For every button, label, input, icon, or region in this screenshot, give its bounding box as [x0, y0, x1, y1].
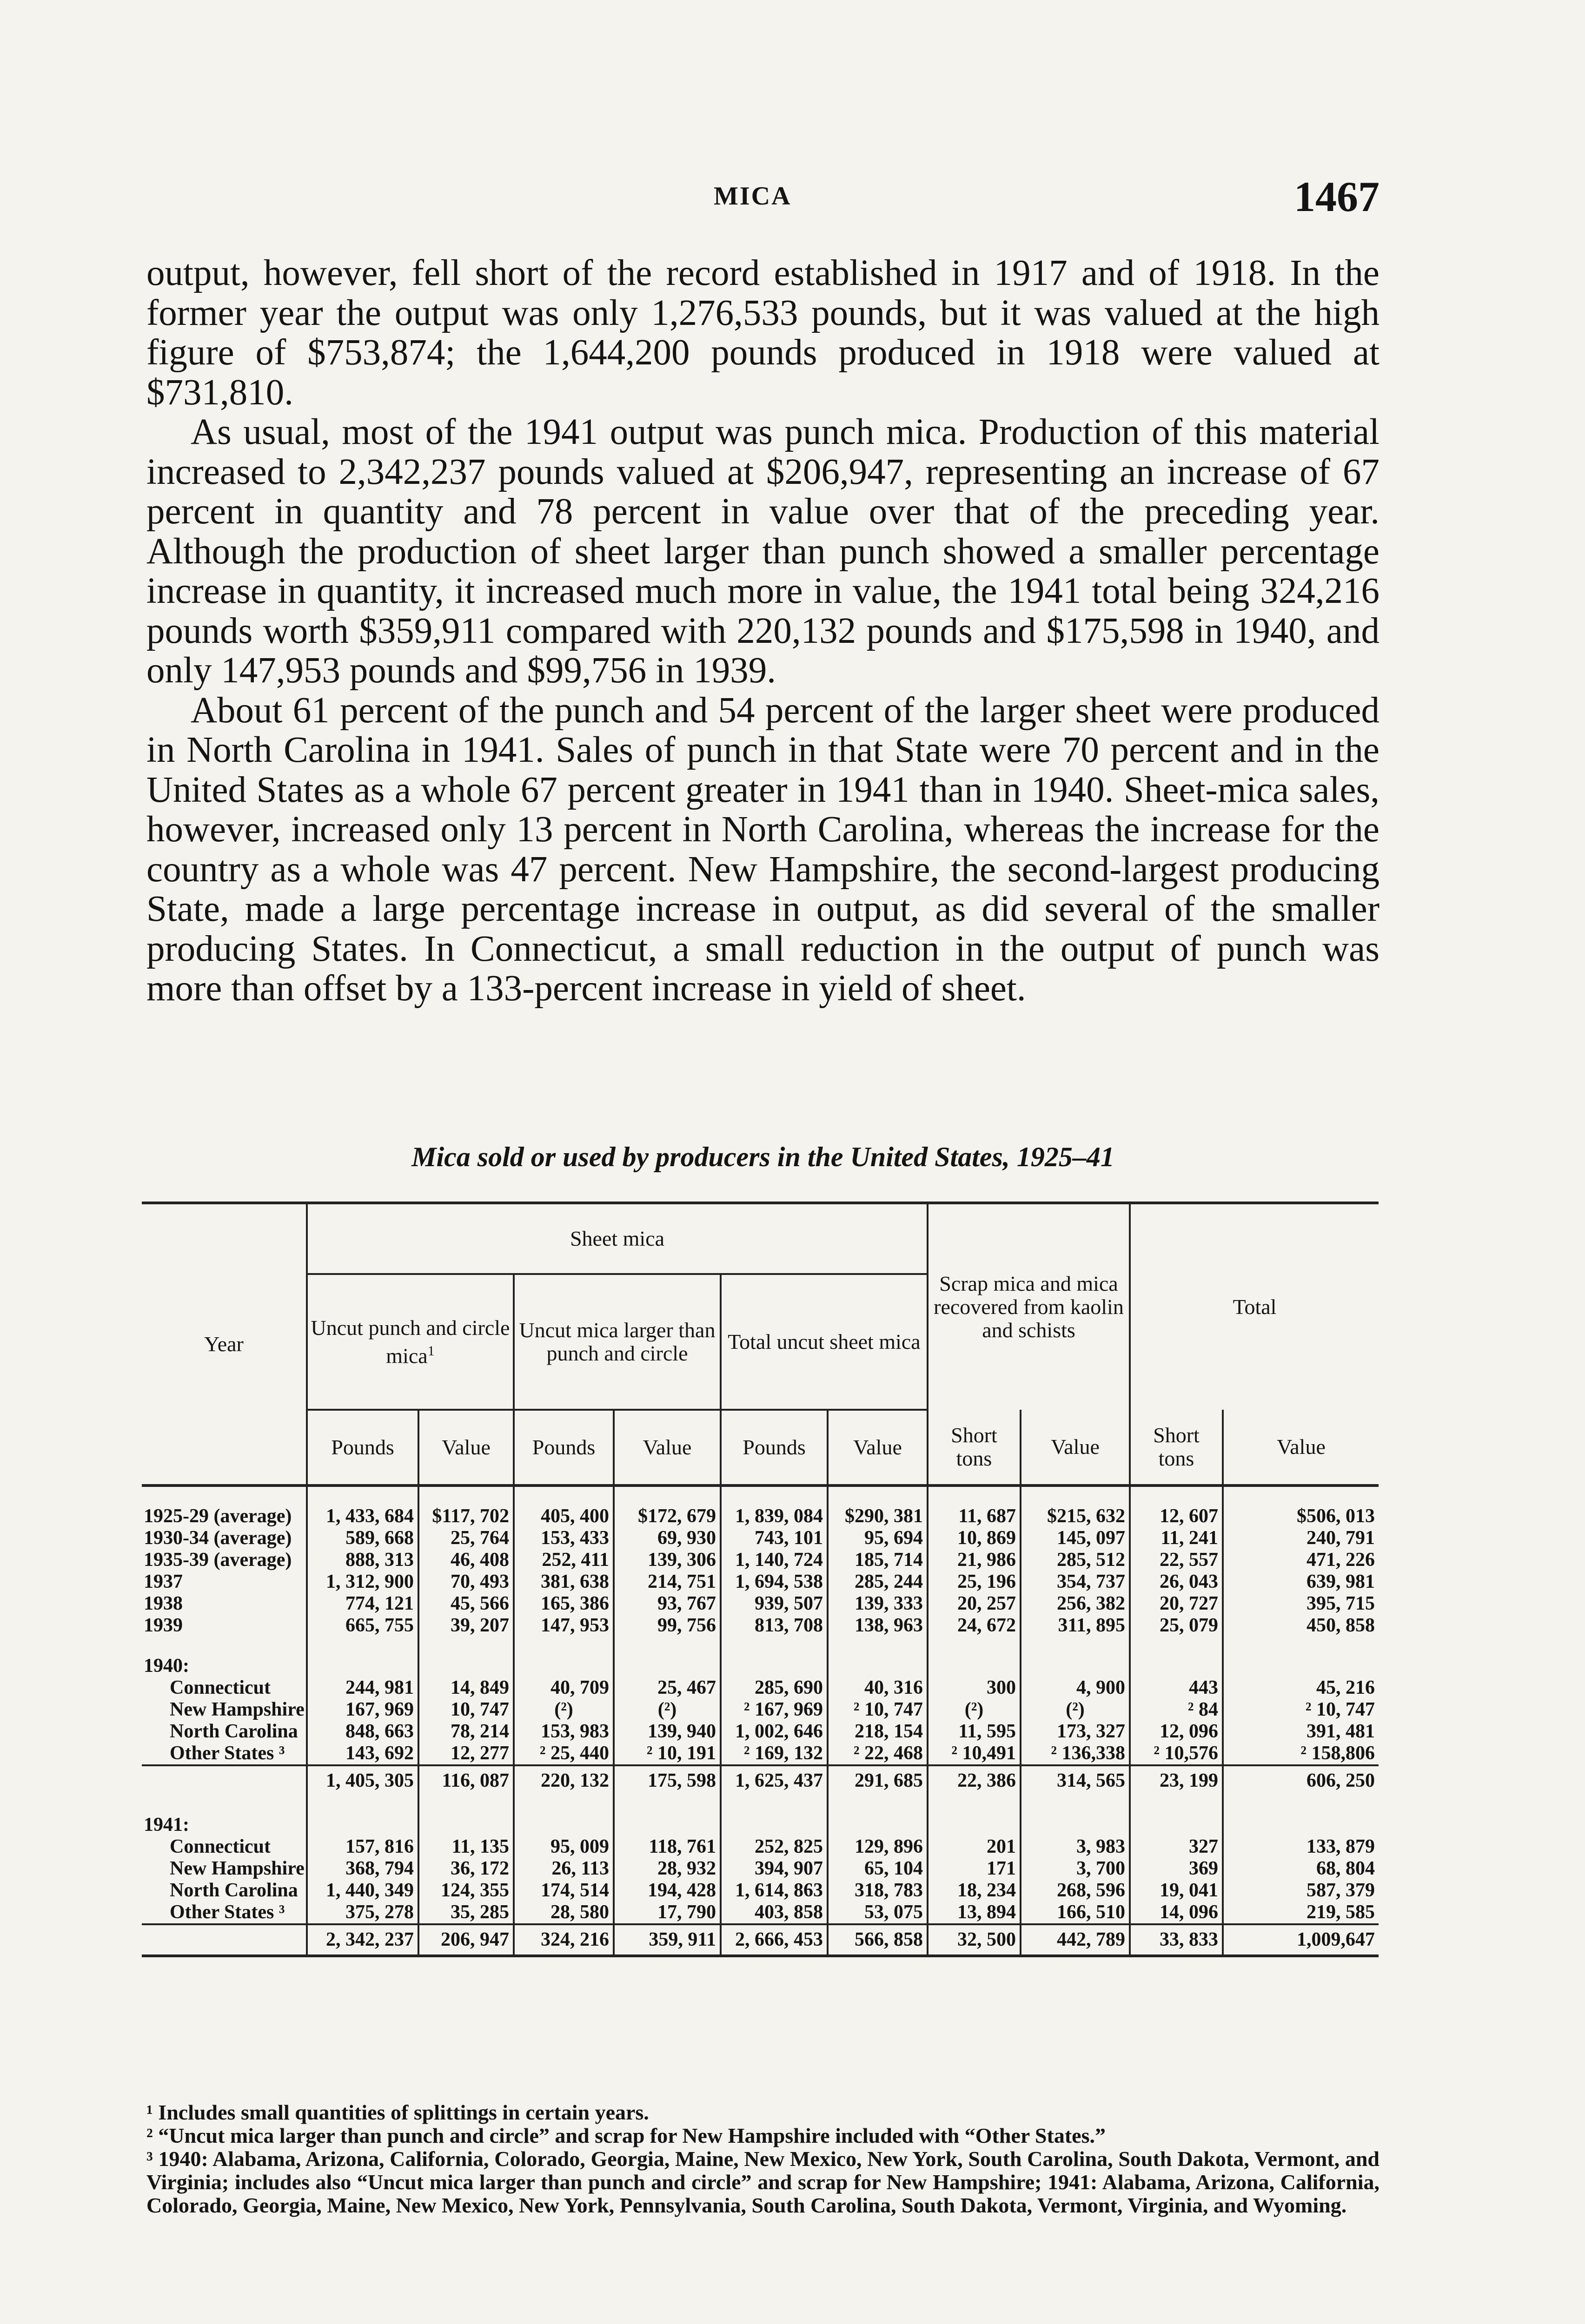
- cell: 12, 607: [1130, 1505, 1223, 1527]
- cell: 220, 132: [514, 1765, 614, 1796]
- cell: 285, 512: [1021, 1549, 1130, 1571]
- cell: 1, 002, 646: [721, 1721, 828, 1743]
- header-row: [142, 1203, 1379, 1274]
- table-caption: Mica sold or used by producers in the United States, 1925–41: [411, 1142, 1114, 1172]
- cell: 175, 598: [614, 1765, 721, 1796]
- cell: 1, 140, 724: [721, 1549, 828, 1571]
- table-row: [142, 1743, 1379, 1765]
- cell: 93, 767: [614, 1593, 721, 1615]
- cell: 14, 096: [1130, 1901, 1223, 1924]
- col-header-total-uncut: Total uncut sheet mica: [721, 1274, 928, 1410]
- table-row: [142, 1901, 1379, 1924]
- cell: 2, 342, 237: [307, 1924, 418, 1956]
- cell: 359, 911: [614, 1924, 721, 1956]
- cell: 450, 858: [1223, 1615, 1379, 1637]
- group-label-1940: 1940:: [144, 1655, 189, 1677]
- col-header-scrap: Scrap mica and mica recovered from kaolin and schists: [928, 1203, 1130, 1410]
- footnotes: [146, 2101, 1379, 2217]
- cell: 139, 333: [828, 1593, 928, 1615]
- table-row: [142, 1549, 1379, 1571]
- cell: 240, 791: [1223, 1527, 1379, 1549]
- cell: 566, 858: [828, 1924, 928, 1956]
- row-label: 1937: [144, 1571, 183, 1592]
- table-row: [142, 1880, 1379, 1901]
- running-title: MICA: [714, 182, 792, 211]
- col-header-short-tons: Short tons: [1130, 1410, 1223, 1486]
- col-header-value: Value: [1223, 1410, 1379, 1486]
- cell: 99, 756: [614, 1615, 721, 1637]
- table-row: [142, 1593, 1379, 1615]
- cell: ² 25, 440: [514, 1743, 614, 1765]
- group-heading-row: [142, 1814, 1379, 1836]
- cell: 165, 386: [514, 1593, 614, 1615]
- table-row: [142, 1677, 1379, 1699]
- cell: 665, 755: [307, 1615, 418, 1637]
- group-label-1941: 1941:: [144, 1814, 189, 1835]
- table-row: [142, 1836, 1379, 1858]
- cell: 173, 327: [1021, 1721, 1130, 1743]
- col-header-uncut-punch: [307, 1274, 514, 1410]
- cell: 36, 172: [418, 1858, 514, 1880]
- cell: 143, 692: [307, 1743, 418, 1765]
- cell: 11, 687: [928, 1505, 1021, 1527]
- cell: 1, 405, 305: [307, 1765, 418, 1796]
- cell: 11, 595: [928, 1721, 1021, 1743]
- cell: 21, 986: [928, 1549, 1021, 1571]
- cell: 78, 214: [418, 1721, 514, 1743]
- cell: 300: [928, 1677, 1021, 1699]
- cell: 395, 715: [1223, 1593, 1379, 1615]
- cell: 218, 154: [828, 1721, 928, 1743]
- paragraph: As usual, most of the 1941 output was punch mica. Production of this material increased to 2,342,237 pounds valued at $206,947, representing an increase of 67 percent in quantity and 78 percent in value over that of the preceding year. Although the production of sheet larger than punch showed a smaller percentage increase in quantity, it increased much more in value, the 1941 total being 324,216 pounds worth $359,911 compared with 220,132 pounds and $175,598 in 1940, and only 147,953 pounds and $99,756 in 1939.: [146, 412, 1379, 691]
- cell: (²): [1021, 1699, 1130, 1721]
- cell: 70, 493: [418, 1571, 514, 1593]
- table-row: [142, 1571, 1379, 1593]
- cell: 95, 009: [514, 1836, 614, 1858]
- cell: 639, 981: [1223, 1571, 1379, 1593]
- footnote: ² “Uncut mica larger than punch and circle” and scrap for New Hampshire included with “Other States.”: [146, 2124, 1106, 2147]
- cell: 12, 096: [1130, 1721, 1223, 1743]
- cell: 743, 101: [721, 1527, 828, 1549]
- group-heading-row: [142, 1655, 1379, 1677]
- cell: 13, 894: [928, 1901, 1021, 1924]
- cell: 589, 668: [307, 1527, 418, 1549]
- table-row: [142, 1858, 1379, 1880]
- cell: 14, 849: [418, 1677, 514, 1699]
- cell: 194, 428: [614, 1880, 721, 1901]
- col-header-uncut-larger: Uncut mica larger than punch and circle: [514, 1274, 721, 1410]
- row-label: Other States ³: [170, 1901, 285, 1923]
- cell: 1, 614, 863: [721, 1880, 828, 1901]
- cell: 24, 672: [928, 1615, 1021, 1637]
- cell: 403, 858: [721, 1901, 828, 1924]
- cell: 405, 400: [514, 1505, 614, 1527]
- cell: ² 22, 468: [828, 1743, 928, 1765]
- cell: 252, 411: [514, 1549, 614, 1571]
- cell: 375, 278: [307, 1901, 418, 1924]
- cell: 25, 079: [1130, 1615, 1223, 1637]
- cell: $117, 702: [418, 1505, 514, 1527]
- cell: 314, 565: [1021, 1765, 1130, 1796]
- cell: 443: [1130, 1677, 1223, 1699]
- cell: 129, 896: [828, 1836, 928, 1858]
- cell: 22, 386: [928, 1765, 1021, 1796]
- cell: 40, 709: [514, 1677, 614, 1699]
- table-row: [142, 1699, 1379, 1721]
- running-header: [146, 172, 1379, 223]
- cell: 166, 510: [1021, 1901, 1130, 1924]
- cell: ² 84: [1130, 1699, 1223, 1721]
- cell: 1, 433, 684: [307, 1505, 418, 1527]
- cell: ² 136,338: [1021, 1743, 1130, 1765]
- col-header-sheet-mica: Sheet mica: [307, 1203, 928, 1274]
- row-label: 1938: [144, 1593, 183, 1614]
- cell: 26, 043: [1130, 1571, 1223, 1593]
- row-label: Connecticut: [170, 1836, 271, 1857]
- cell: 3, 983: [1021, 1836, 1130, 1858]
- cell: $215, 632: [1021, 1505, 1130, 1527]
- cell: 139, 306: [614, 1549, 721, 1571]
- cell: 1, 440, 349: [307, 1880, 418, 1901]
- table-row: [142, 1505, 1379, 1527]
- col-header-value: Value: [1021, 1410, 1130, 1486]
- row-label: New Hampshire: [170, 1699, 305, 1720]
- cell: 39, 207: [418, 1615, 514, 1637]
- cell: 45, 216: [1223, 1677, 1379, 1699]
- cell: 46, 408: [418, 1549, 514, 1571]
- cell: $506, 013: [1223, 1505, 1379, 1527]
- cell: 471, 226: [1223, 1549, 1379, 1571]
- cell: 394, 907: [721, 1858, 828, 1880]
- cell: ² 158,806: [1223, 1743, 1379, 1765]
- mica-table: [142, 1202, 1379, 1957]
- cell: 23, 199: [1130, 1765, 1223, 1796]
- col-header-pounds: Pounds: [307, 1410, 418, 1486]
- cell: 28, 932: [614, 1858, 721, 1880]
- cell: 147, 953: [514, 1615, 614, 1637]
- cell: 28, 580: [514, 1901, 614, 1924]
- row-label: Other States ³: [170, 1743, 285, 1764]
- cell: 45, 566: [418, 1593, 514, 1615]
- cell: 139, 940: [614, 1721, 721, 1743]
- paragraph: output, however, fell short of the record established in 1917 and of 1918. In the former year the output was only 1,276,533 pounds, but it was valued at the high figure of $753,874; the 1,644,200 pounds produced in 1918 were valued at $731,810.: [146, 253, 1379, 413]
- cell: 774, 121: [307, 1593, 418, 1615]
- cell: 2, 666, 453: [721, 1924, 828, 1956]
- row-label: 1939: [144, 1615, 183, 1636]
- cell: 354, 737: [1021, 1571, 1130, 1593]
- cell: ² 10, 747: [828, 1699, 928, 1721]
- cell: 33, 833: [1130, 1924, 1223, 1956]
- cell: 167, 969: [307, 1699, 418, 1721]
- cell: 318, 783: [828, 1880, 928, 1901]
- cell: 606, 250: [1223, 1765, 1379, 1796]
- paragraph: About 61 percent of the punch and 54 percent of the larger sheet were produced in North Carolina in 1941. Sales of punch in that State were 70 percent and in the United States as a whole 67 percent greater in 1941 than in 1940. Sheet-mica sales, however, increased only 13 percent in North Carolina, whereas the increase for the country as a whole was 47 percent. New Hampshire, the second-largest producing State, made a large percentage increase in output, as did several of the smaller producing States. In Connecticut, a small reduction in the output of punch was more than offset by a 133-percent increase in yield of sheet.: [146, 690, 1379, 1009]
- row-label: 1930-34 (average): [144, 1527, 292, 1549]
- cell: 848, 663: [307, 1721, 418, 1743]
- cell: 219, 585: [1223, 1901, 1379, 1924]
- cell: (²): [514, 1699, 614, 1721]
- cell: 18, 234: [928, 1880, 1021, 1901]
- cell: 252, 825: [721, 1836, 828, 1858]
- cell: 442, 789: [1021, 1924, 1130, 1956]
- cell: 256, 382: [1021, 1593, 1130, 1615]
- uncut-punch-label: Uncut punch and circle mica: [311, 1315, 510, 1368]
- cell: 244, 981: [307, 1677, 418, 1699]
- cell: 171: [928, 1858, 1021, 1880]
- cell: 3, 700: [1021, 1858, 1130, 1880]
- col-header-value: Value: [614, 1410, 721, 1486]
- page-number: 1467: [1294, 173, 1379, 220]
- cell: (²): [614, 1699, 721, 1721]
- cell: 124, 355: [418, 1880, 514, 1901]
- cell: 285, 244: [828, 1571, 928, 1593]
- col-header-value: Value: [828, 1410, 928, 1486]
- cell: 391, 481: [1223, 1721, 1379, 1743]
- cell: 888, 313: [307, 1549, 418, 1571]
- cell: ² 10,491: [928, 1743, 1021, 1765]
- cell: 138, 963: [828, 1615, 928, 1637]
- cell: 19, 041: [1130, 1880, 1223, 1901]
- col-header-pounds: Pounds: [514, 1410, 614, 1486]
- row-label: 1925-29 (average): [144, 1505, 292, 1527]
- cell: 268, 596: [1021, 1880, 1130, 1901]
- header-row: [142, 1410, 1379, 1486]
- cell: $172, 679: [614, 1505, 721, 1527]
- cell: ² 10,576: [1130, 1743, 1223, 1765]
- cell: 157, 816: [307, 1836, 418, 1858]
- cell: 1, 839, 084: [721, 1505, 828, 1527]
- cell: 68, 804: [1223, 1858, 1379, 1880]
- cell: 65, 104: [828, 1858, 928, 1880]
- row-label: New Hampshire: [170, 1858, 305, 1879]
- cell: 25, 196: [928, 1571, 1021, 1593]
- body-text: [146, 253, 1379, 1009]
- cell: 368, 794: [307, 1858, 418, 1880]
- footnote: ³ 1940: Alabama, Arizona, California, Colorado, Georgia, Maine, New Mexico, New York, South Carolina, South Dakota, Vermont, and Virginia; includes also “Uncut mica larger than punch and circle” and scrap for New Hampshire; 1941: Alabama, Arizona, California, Colorado, Georgia, Maine, New Mexico, New York, Pennsylvania, South Carolina, South Dakota, Vermont, Virginia, and Wyoming.: [146, 2147, 1379, 2217]
- cell: $290, 381: [828, 1505, 928, 1527]
- cell: 1,009,647: [1223, 1924, 1379, 1956]
- cell: ² 10, 747: [1223, 1699, 1379, 1721]
- cell: ² 10, 191: [614, 1743, 721, 1765]
- cell: 206, 947: [418, 1924, 514, 1956]
- cell: 11, 241: [1130, 1527, 1223, 1549]
- cell: 116, 087: [418, 1765, 514, 1796]
- total-row-1941: [142, 1924, 1379, 1956]
- cell: 587, 379: [1223, 1880, 1379, 1901]
- cell: 69, 930: [614, 1527, 721, 1549]
- cell: ² 167, 969: [721, 1699, 828, 1721]
- footnote: ¹ Includes small quantities of splittings in certain years.: [146, 2100, 649, 2124]
- row-label: North Carolina: [170, 1721, 298, 1742]
- col-header-total: Total: [1130, 1203, 1379, 1410]
- cell: 327: [1130, 1836, 1223, 1858]
- cell: 53, 075: [828, 1901, 928, 1924]
- col-header-short-tons: Short tons: [928, 1410, 1021, 1486]
- cell: 22, 557: [1130, 1549, 1223, 1571]
- cell: 311, 895: [1021, 1615, 1130, 1637]
- cell: 324, 216: [514, 1924, 614, 1956]
- cell: 35, 285: [418, 1901, 514, 1924]
- footnote-ref: 1: [427, 1343, 435, 1359]
- row-label: North Carolina: [170, 1880, 298, 1901]
- cell: 381, 638: [514, 1571, 614, 1593]
- cell: 20, 257: [928, 1593, 1021, 1615]
- cell: 145, 097: [1021, 1527, 1130, 1549]
- cell: 813, 708: [721, 1615, 828, 1637]
- cell: 10, 747: [418, 1699, 514, 1721]
- col-header-pounds: Pounds: [721, 1410, 828, 1486]
- total-row-1940: [142, 1765, 1379, 1796]
- cell: 1, 312, 900: [307, 1571, 418, 1593]
- cell: 201: [928, 1836, 1021, 1858]
- row-label: Connecticut: [170, 1677, 271, 1698]
- cell: 25, 764: [418, 1527, 514, 1549]
- cell: 1, 625, 437: [721, 1765, 828, 1796]
- cell: 17, 790: [614, 1901, 721, 1924]
- cell: 939, 507: [721, 1593, 828, 1615]
- cell: 12, 277: [418, 1743, 514, 1765]
- cell: 1, 694, 538: [721, 1571, 828, 1593]
- cell: (²): [928, 1699, 1021, 1721]
- cell: 285, 690: [721, 1677, 828, 1699]
- cell: 20, 727: [1130, 1593, 1223, 1615]
- table-row: [142, 1527, 1379, 1549]
- cell: 4, 900: [1021, 1677, 1130, 1699]
- cell: 26, 113: [514, 1858, 614, 1880]
- cell: 153, 433: [514, 1527, 614, 1549]
- table-body: [142, 1486, 1379, 1956]
- cell: ² 169, 132: [721, 1743, 828, 1765]
- cell: 369: [1130, 1858, 1223, 1880]
- cell: 291, 685: [828, 1765, 928, 1796]
- cell: 133, 879: [1223, 1836, 1379, 1858]
- col-header-value: Value: [418, 1410, 514, 1486]
- cell: 118, 761: [614, 1836, 721, 1858]
- cell: 40, 316: [828, 1677, 928, 1699]
- cell: 95, 694: [828, 1527, 928, 1549]
- cell: 10, 869: [928, 1527, 1021, 1549]
- cell: 25, 467: [614, 1677, 721, 1699]
- cell: 185, 714: [828, 1549, 928, 1571]
- cell: 174, 514: [514, 1880, 614, 1901]
- table-row: [142, 1721, 1379, 1743]
- col-header-year: Year: [142, 1203, 307, 1486]
- table-row: [142, 1615, 1379, 1637]
- cell: 11, 135: [418, 1836, 514, 1858]
- cell: 214, 751: [614, 1571, 721, 1593]
- cell: 153, 983: [514, 1721, 614, 1743]
- row-label: 1935-39 (average): [144, 1549, 292, 1571]
- cell: 32, 500: [928, 1924, 1021, 1956]
